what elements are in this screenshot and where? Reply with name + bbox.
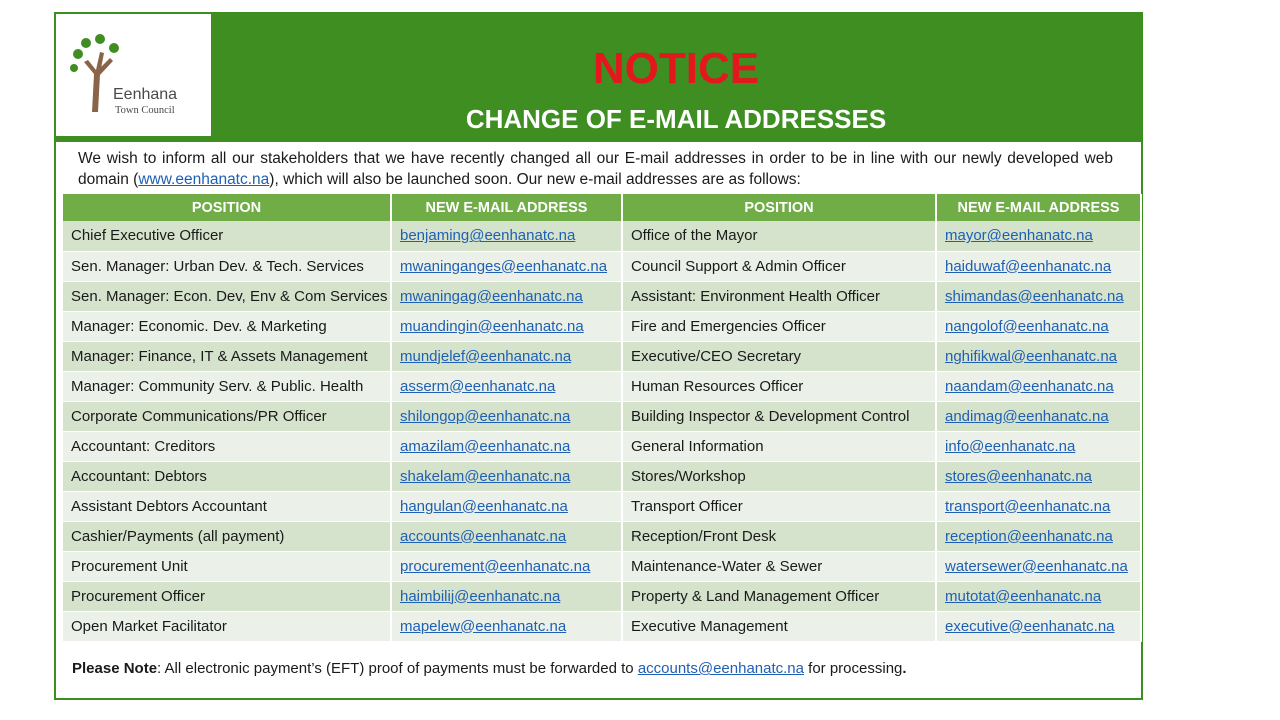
position-cell: Open Market Facilitator — [63, 611, 391, 641]
note-text: : All electronic payment’s (EFT) proof of payments must be forwarded to — [157, 660, 638, 677]
email-link[interactable]: shilongop@eenhanatc.na — [400, 407, 571, 425]
email-cell — [936, 521, 1141, 551]
email-link[interactable]: info@eenhanatc.na — [945, 437, 1076, 455]
email-cell — [936, 311, 1141, 341]
column-header-email: NEW E-MAIL ADDRESS — [391, 194, 622, 221]
email-link[interactable]: nangolof@eenhanatc.na — [945, 317, 1109, 335]
position-cell: Corporate Communications/PR Officer — [63, 401, 391, 431]
email-cell — [936, 401, 1141, 431]
table-row — [63, 431, 1141, 461]
email-link[interactable]: naandam@eenhanatc.na — [945, 377, 1114, 395]
intro-paragraph — [78, 148, 1113, 190]
note-label: Please Note — [72, 660, 158, 677]
email-cell — [936, 371, 1141, 401]
column-header-position: POSITION — [63, 194, 391, 221]
email-cell — [391, 251, 622, 281]
position-cell: Manager: Community Serv. & Public. Health — [63, 371, 391, 401]
email-cell — [391, 521, 622, 551]
position-cell: Maintenance-Water & Sewer — [622, 551, 936, 581]
accounts-email-link[interactable]: accounts@eenhanatc.na — [637, 660, 804, 677]
position-cell: Executive Management — [622, 611, 936, 641]
position-cell: General Information — [622, 431, 936, 461]
table-row — [63, 251, 1141, 281]
email-cell — [391, 551, 622, 581]
email-cell — [391, 461, 622, 491]
logo-name: Eenhana — [113, 86, 178, 103]
intro-text: We wish to inform all our stakeholders that we have recently changed all our E-mail addresses in order to be in line with our newly developed web domain ( — [78, 150, 1113, 188]
position-cell: Reception/Front Desk — [622, 521, 936, 551]
email-cell — [391, 611, 622, 641]
position-cell: Manager: Economic. Dev. & Marketing — [63, 311, 391, 341]
email-cell — [936, 611, 1141, 641]
email-link[interactable]: muandingin@eenhanatc.na — [400, 317, 584, 335]
position-cell: Fire and Emergencies Officer — [622, 311, 936, 341]
position-cell: Accountant: Creditors — [63, 431, 391, 461]
email-link[interactable]: asserm@eenhanatc.na — [400, 377, 556, 395]
email-cell — [936, 221, 1141, 251]
email-link[interactable]: mwaninganges@eenhanatc.na — [400, 257, 608, 275]
email-link[interactable]: andimag@eenhanatc.na — [945, 407, 1109, 425]
notice-title: NOTICE — [592, 44, 760, 93]
email-cell — [391, 221, 622, 251]
email-cell — [936, 341, 1141, 371]
intro-text-end: ), which will also be launched soon. Our new e-mail addresses are as follows: — [269, 171, 801, 188]
email-cell — [936, 581, 1141, 611]
table-row — [63, 581, 1141, 611]
logo-subtitle: Town Council — [115, 105, 175, 116]
email-link[interactable]: nghifikwal@eenhanatc.na — [945, 347, 1118, 365]
email-link[interactable]: stores@eenhanatc.na — [945, 467, 1092, 485]
email-link[interactable]: reception@eenhanatc.na — [945, 527, 1113, 545]
email-link[interactable]: watersewer@eenhanatc.na — [945, 557, 1128, 575]
position-cell: Executive/CEO Secretary — [622, 341, 936, 371]
column-header-position: POSITION — [622, 194, 936, 221]
notice-subtitle: CHANGE OF E-MAIL ADDRESSES — [465, 104, 887, 134]
position-cell: Human Resources Officer — [622, 371, 936, 401]
table-row — [63, 341, 1141, 371]
email-link[interactable]: executive@eenhanatc.na — [945, 617, 1115, 635]
email-link[interactable]: transport@eenhanatc.na — [945, 497, 1111, 515]
position-cell: Assistant: Environment Health Officer — [622, 281, 936, 311]
position-cell: Assistant Debtors Accountant — [63, 491, 391, 521]
email-link[interactable]: procurement@eenhanatc.na — [400, 557, 591, 575]
position-cell: Transport Officer — [622, 491, 936, 521]
column-header-email: NEW E-MAIL ADDRESS — [936, 194, 1141, 221]
email-cell — [936, 251, 1141, 281]
email-link[interactable]: mapelew@eenhanatc.na — [400, 617, 567, 635]
email-cell — [391, 371, 622, 401]
email-cell — [391, 341, 622, 371]
email-cell — [936, 281, 1141, 311]
position-cell: Accountant: Debtors — [63, 461, 391, 491]
email-link[interactable]: benjaming@eenhanatc.na — [400, 227, 576, 245]
email-link[interactable]: shimandas@eenhanatc.na — [945, 287, 1124, 305]
notice-header — [56, 14, 1141, 142]
email-link[interactable]: mayor@eenhanatc.na — [945, 227, 1093, 245]
email-link[interactable]: haimbilij@eenhanatc.na — [400, 587, 561, 605]
website-link[interactable]: www.eenhanatc.na — [138, 171, 270, 188]
table-row — [63, 551, 1141, 581]
payment-note — [72, 660, 1132, 677]
position-cell: Procurement Officer — [63, 581, 391, 611]
email-link[interactable]: mwaningag@eenhanatc.na — [400, 287, 583, 305]
position-cell: Procurement Unit — [63, 551, 391, 581]
position-cell: Chief Executive Officer — [63, 221, 391, 251]
table-row — [63, 221, 1141, 251]
table-row — [63, 611, 1141, 641]
email-link[interactable]: mutotat@eenhanatc.na — [945, 587, 1102, 605]
notice-card — [54, 12, 1143, 700]
table-row — [63, 521, 1141, 551]
email-cell — [391, 431, 622, 461]
table-row — [63, 281, 1141, 311]
email-cell — [391, 491, 622, 521]
position-cell: Cashier/Payments (all payment) — [63, 521, 391, 551]
position-cell: Council Support & Admin Officer — [622, 251, 936, 281]
email-link[interactable]: amazilam@eenhanatc.na — [400, 437, 571, 455]
table-row — [63, 461, 1141, 491]
position-cell: Building Inspector & Development Control — [622, 401, 936, 431]
position-cell: Sen. Manager: Urban Dev. & Tech. Services — [63, 251, 391, 281]
position-cell: Sen. Manager: Econ. Dev, Env & Com Services — [63, 281, 391, 311]
email-cell — [391, 281, 622, 311]
email-cell — [391, 311, 622, 341]
email-cell — [391, 581, 622, 611]
table-row — [63, 311, 1141, 341]
email-link[interactable]: hangulan@eenhanatc.na — [400, 497, 568, 515]
table-row — [63, 401, 1141, 431]
position-cell: Property & Land Management Officer — [622, 581, 936, 611]
email-directory-table — [63, 194, 1142, 642]
email-link[interactable]: shakelam@eenhanatc.na — [400, 467, 571, 485]
note-period: . — [902, 660, 907, 677]
table-body — [63, 221, 1141, 641]
council-logo — [56, 14, 211, 136]
table-row — [63, 491, 1141, 521]
email-cell — [936, 431, 1141, 461]
position-cell: Office of the Mayor — [622, 221, 936, 251]
email-cell — [936, 461, 1141, 491]
email-cell — [936, 491, 1141, 521]
email-link[interactable]: haiduwaf@eenhanatc.na — [945, 257, 1112, 275]
position-cell: Stores/Workshop — [622, 461, 936, 491]
email-link[interactable]: accounts@eenhanatc.na — [400, 527, 567, 545]
note-text-end: for processing — [804, 660, 903, 677]
table-row — [63, 371, 1141, 401]
email-cell — [391, 401, 622, 431]
email-cell — [936, 551, 1141, 581]
position-cell: Manager: Finance, IT & Assets Management — [63, 341, 391, 371]
table-header-row — [63, 194, 1141, 221]
email-link[interactable]: mundjelef@eenhanatc.na — [400, 347, 572, 365]
